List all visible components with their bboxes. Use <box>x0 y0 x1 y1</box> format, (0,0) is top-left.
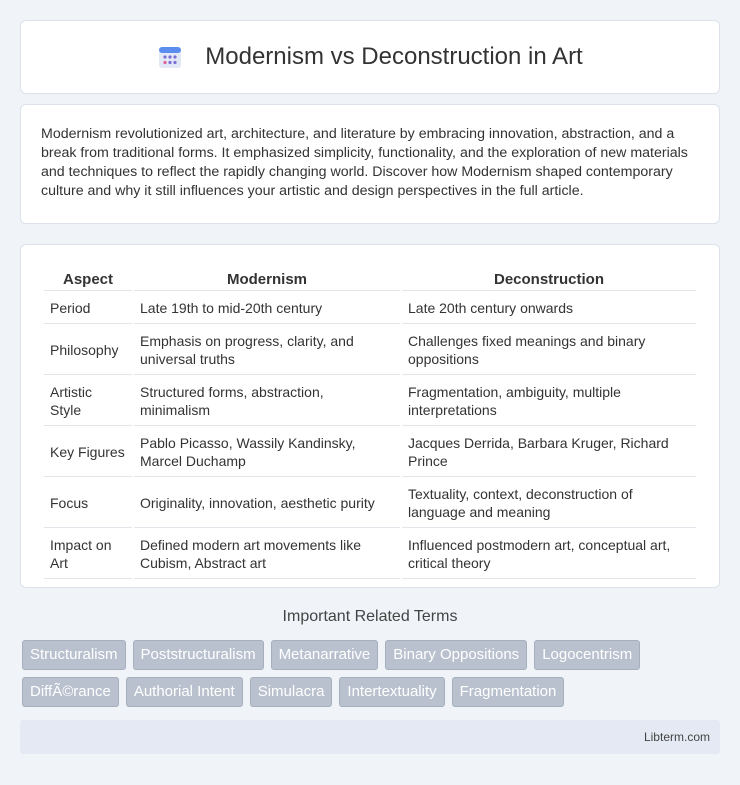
table-row <box>44 428 696 477</box>
tag-structuralism[interactable]: Structuralism <box>22 640 126 670</box>
cell-aspect: Artistic Style <box>44 377 132 426</box>
calendar-grid-icon <box>157 44 183 70</box>
header-deconstruction: Deconstruction <box>402 265 696 291</box>
tag-authorial-intent[interactable]: Authorial Intent <box>126 677 243 707</box>
cell-aspect: Period <box>44 293 132 324</box>
cell-aspect: Impact on Art <box>44 530 132 579</box>
tag-logocentrism[interactable]: Logocentrism <box>534 640 640 670</box>
cell-deconstruction: Late 20th century onwards <box>402 293 696 324</box>
related-terms-title: Important Related Terms <box>282 608 458 625</box>
table-row <box>44 479 696 528</box>
intro-text: Modernism revolutionized art, architecture, and literature by embracing innovation, abstraction, and a break from traditional forms. It emphasized simplicity, functionality, and the exploration of new materials and techniques to reflect the rapidly changing world. Discover how Modernism shaped contemporary culture and why it still influences your artistic and design perspectives in the full article. <box>41 126 688 199</box>
footer-site-link[interactable]: Libterm.com <box>643 730 710 744</box>
table-header-row <box>44 265 696 291</box>
header-modernism: Modernism <box>134 265 400 291</box>
table-row <box>44 293 696 324</box>
cell-modernism: Late 19th to mid-20th century <box>134 293 400 324</box>
header-aspect: Aspect <box>44 265 132 291</box>
table-row <box>44 377 696 426</box>
cell-modernism: Originality, innovation, aesthetic purity <box>134 479 400 528</box>
tag-binary-oppositions[interactable]: Binary Oppositions <box>385 640 527 670</box>
tag-fragmentation[interactable]: Fragmentation <box>452 677 565 707</box>
tag-metanarrative[interactable]: Metanarrative <box>271 640 379 670</box>
tag-simulacra[interactable]: Simulacra <box>250 677 333 707</box>
tag-intertextuality[interactable]: Intertextuality <box>339 677 444 707</box>
intro-card <box>20 104 720 224</box>
tag-differance[interactable]: DiffÃ©rance <box>22 677 119 707</box>
cell-modernism: Pablo Picasso, Wassily Kandinsky, Marcel Duchamp <box>134 428 400 477</box>
cell-deconstruction: Influenced postmodern art, conceptual art, critical theory <box>402 530 696 579</box>
title-card <box>20 20 720 94</box>
table-row <box>44 530 696 579</box>
footer <box>20 720 720 754</box>
cell-modernism: Structured forms, abstraction, minimalism <box>134 377 400 426</box>
cell-deconstruction: Challenges fixed meanings and binary oppositions <box>402 326 696 375</box>
cell-modernism: Emphasis on progress, clarity, and universal truths <box>134 326 400 375</box>
cell-modernism: Defined modern art movements like Cubism, Abstract art <box>134 530 400 579</box>
table-row <box>44 326 696 375</box>
cell-aspect: Philosophy <box>44 326 132 375</box>
cell-deconstruction: Textuality, context, deconstruction of language and meaning <box>402 479 696 528</box>
cell-deconstruction: Jacques Derrida, Barbara Kruger, Richard Prince <box>402 428 696 477</box>
cell-aspect: Key Figures <box>44 428 132 477</box>
related-terms-list <box>22 640 722 707</box>
comparison-table <box>42 263 698 581</box>
cell-deconstruction: Fragmentation, ambiguity, multiple interpretations <box>402 377 696 426</box>
cell-aspect: Focus <box>44 479 132 528</box>
page-title: Modernism vs Deconstruction in Art <box>205 43 583 70</box>
tag-poststructuralism[interactable]: Poststructuralism <box>133 640 264 670</box>
comparison-table-card <box>20 244 720 588</box>
